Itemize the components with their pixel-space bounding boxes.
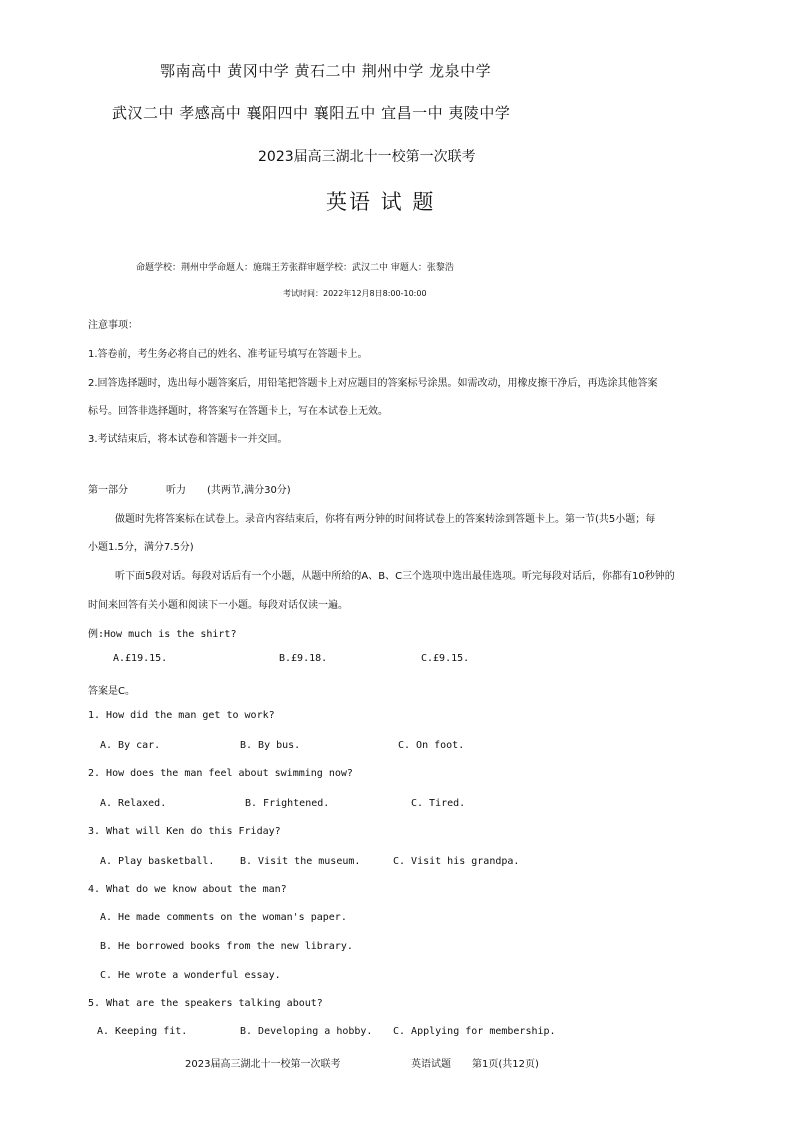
question-3-option-b: B. Visit the museum. — [240, 856, 361, 867]
example-option-b: B.£9.18. — [279, 653, 328, 664]
section-intro-a: 做题时先将答案标在试卷上。录音内容结束后，你将有两分钟的时间将试卷上的答案转涂到答题卡上。第一节(共5小题；每 — [115, 514, 656, 525]
question-1-stem: 1. How did the man get to work? — [88, 710, 275, 721]
question-1-option-a: A. By car. — [100, 740, 161, 751]
question-5-option-b: B. Developing a hobby. — [240, 1026, 373, 1037]
note-1: 1.答卷前，考生务必将自己的姓名、准考证号填写在答题卡上。 — [88, 349, 368, 360]
question-4-option-b: B. He borrowed books from the new library. — [100, 941, 353, 952]
example-option-c: C.£9.15. — [421, 653, 470, 664]
question-2-option-a: A. Relaxed. — [100, 798, 167, 809]
question-4-option-c: C. He wrote a wonderful essay. — [100, 970, 281, 981]
setter-info: 命题学校：荆州中学命题人：施瑞王芳张群审题学校：武汉二中 审题人：张黎浩 — [136, 263, 454, 273]
section-intro-b: 小题1.5分，满分7.5分) — [88, 542, 194, 553]
directions-a: 听下面5段对话。每段对话后有一个小题，从题中所给的A、B、C三个选项中选出最佳选项。听完每段对话后，你都有10秒钟的 — [115, 571, 675, 582]
question-2-option-b: B. Frightened. — [245, 798, 330, 809]
footer-exam: 2023届高三湖北十一校第一次联考 — [185, 1059, 341, 1070]
question-5-option-a: A. Keeping fit. — [97, 1026, 188, 1037]
question-1-option-c: C. On foot. — [398, 740, 465, 751]
question-3-option-a: A. Play basketball. — [100, 856, 215, 867]
directions-b: 时间来回答有关小题和阅读下一小题。每段对话仅读一遍。 — [88, 600, 348, 611]
example-question: 例:How much is the shirt? — [88, 629, 237, 640]
question-5-stem: 5. What are the speakers talking about? — [88, 998, 323, 1009]
question-3-stem: 3. What will Ken do this Friday? — [88, 826, 281, 837]
footer-subject: 英语试题 — [411, 1059, 451, 1070]
schools-line-1: 鄂南高中 黄冈中学 黄石二中 荆州中学 龙泉中学 — [160, 62, 492, 80]
exam-title: 2023届高三湖北十一校第一次联考 — [258, 149, 476, 165]
question-3-option-c: C. Visit his grandpa. — [393, 856, 520, 867]
notes-heading: 注意事项： — [88, 320, 138, 331]
section-part: 第一部分 — [88, 485, 128, 496]
example-option-a: A.£19.15. — [113, 653, 168, 664]
footer-page: 第1页(共12页) — [472, 1059, 539, 1070]
question-4-option-a: A. He made comments on the woman's paper. — [100, 912, 347, 923]
example-answer: 答案是C。 — [88, 686, 135, 697]
section-name: 听力 — [166, 485, 186, 496]
subject-title: 英语 试 题 — [326, 190, 436, 214]
note-3: 3.考试结束后，将本试卷和答题卡一并交回。 — [88, 434, 288, 445]
note-2b: 标号。回答非选择题时，将答案写在答题卡上，写在本试卷上无效。 — [88, 406, 388, 417]
question-2-stem: 2. How does the man feel about swimming now? — [88, 768, 353, 779]
exam-time: 考试时间：2022年12月8日8:00-10:00 — [283, 289, 427, 298]
question-4-stem: 4. What do we know about the man? — [88, 884, 287, 895]
question-5-option-c: C. Applying for membership. — [393, 1026, 556, 1037]
section-points: (共两节,满分30分) — [207, 485, 291, 496]
note-2a: 2.回答选择题时，选出每小题答案后，用铅笔把答题卡上对应题目的答案标号涂黑。如需改动，用橡皮擦干净后，再选涂其他答案 — [88, 378, 658, 389]
question-1-option-b: B. By bus. — [240, 740, 301, 751]
schools-line-2: 武汉二中 孝感高中 襄阳四中 襄阳五中 宜昌一中 夷陵中学 — [112, 104, 511, 122]
question-2-option-c: C. Tired. — [411, 798, 466, 809]
